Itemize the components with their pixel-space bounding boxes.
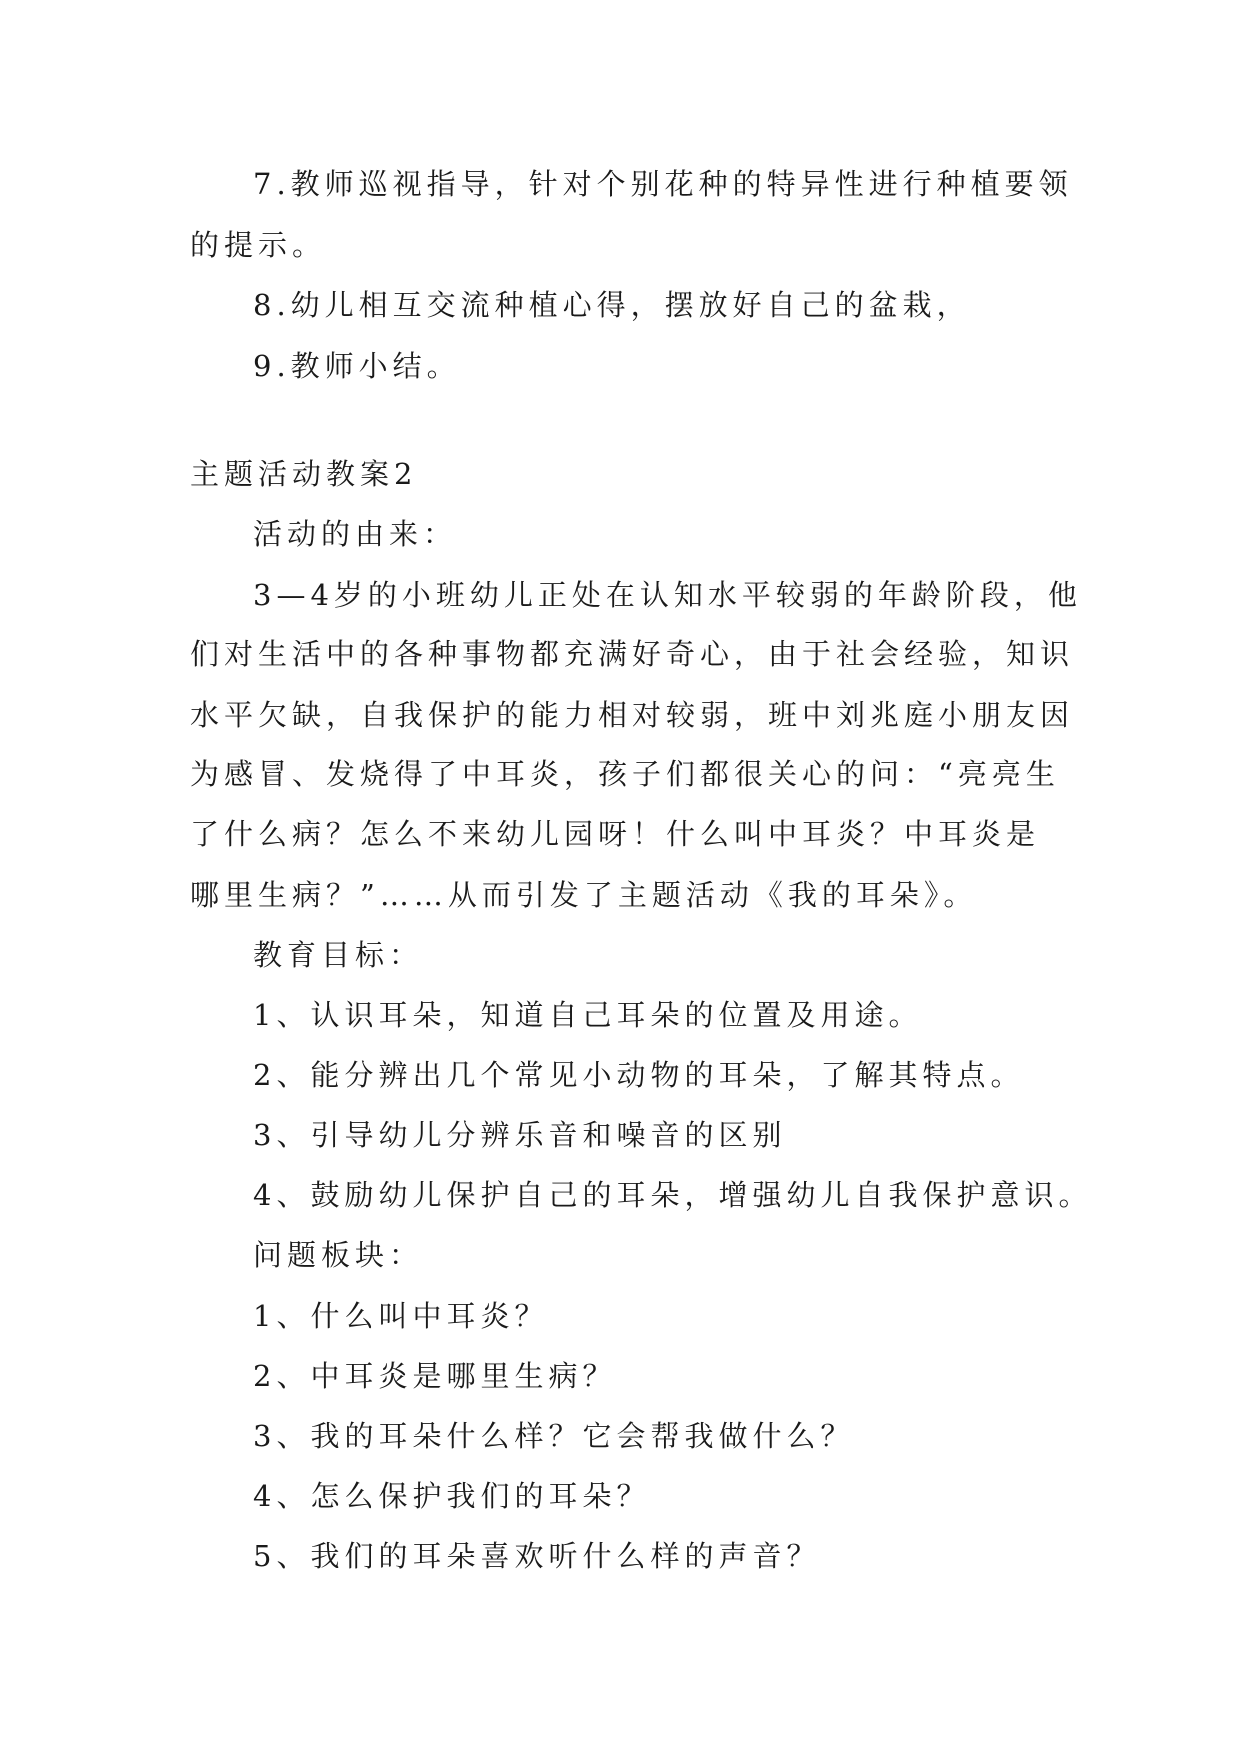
question-item: 1、什么叫中耳炎？ xyxy=(253,1299,549,1333)
question-item: 4、怎么保护我们的耳朵？ xyxy=(253,1479,651,1513)
origin-paragraph-line: 3—4岁的小班幼儿正处在认知水平较弱的年龄阶段，他 xyxy=(253,578,1082,612)
step-7-line-1: 7.教师巡视指导，针对个别花种的特异性进行种植要领 xyxy=(253,167,1073,201)
goals-label: 教育目标： xyxy=(253,938,424,972)
origin-paragraph-line: 为感冒、发烧得了中耳炎，孩子们都很关心的问：“亮亮生 xyxy=(190,757,1060,791)
goal-item: 4、鼓励幼儿保护自己的耳朵，增强幼儿自我保护意识。 xyxy=(253,1178,1093,1212)
origin-paragraph-line: 水平欠缺，自我保护的能力相对较弱，班中刘兆庭小朋友因 xyxy=(190,698,1075,732)
question-item: 2、中耳炎是哪里生病？ xyxy=(253,1359,617,1393)
step-9: 9.教师小结。 xyxy=(253,349,461,383)
goal-item: 2、能分辨出几个常见小动物的耳朵，了解其特点。 xyxy=(253,1058,1025,1092)
goal-item: 1、认识耳朵，知道自己耳朵的位置及用途。 xyxy=(253,998,923,1032)
origin-paragraph-line: 们对生活中的各种事物都充满好奇心，由于社会经验，知识 xyxy=(190,637,1075,671)
origin-paragraph-line: 哪里生病？”……从而引发了主题活动《我的耳朵》。 xyxy=(190,878,978,912)
goal-item: 3、引导幼儿分辨乐音和噪音的区别 xyxy=(253,1118,787,1152)
question-item: 5、我们的耳朵喜欢听什么样的声音？ xyxy=(253,1539,821,1573)
question-item: 3、我的耳朵什么样？它会帮我做什么？ xyxy=(253,1419,855,1453)
step-8: 8.幼儿相互交流种植心得，摆放好自己的盆栽， xyxy=(253,288,971,322)
step-7-line-2: 的提示。 xyxy=(190,228,327,262)
origin-paragraph-line: 了什么病？怎么不来幼儿园呀！什么叫中耳炎？中耳炎是 xyxy=(190,817,1041,851)
origin-label: 活动的由来： xyxy=(253,517,458,551)
questions-label: 问题板块： xyxy=(253,1238,424,1272)
section-heading: 主题活动教案2 xyxy=(190,457,418,491)
